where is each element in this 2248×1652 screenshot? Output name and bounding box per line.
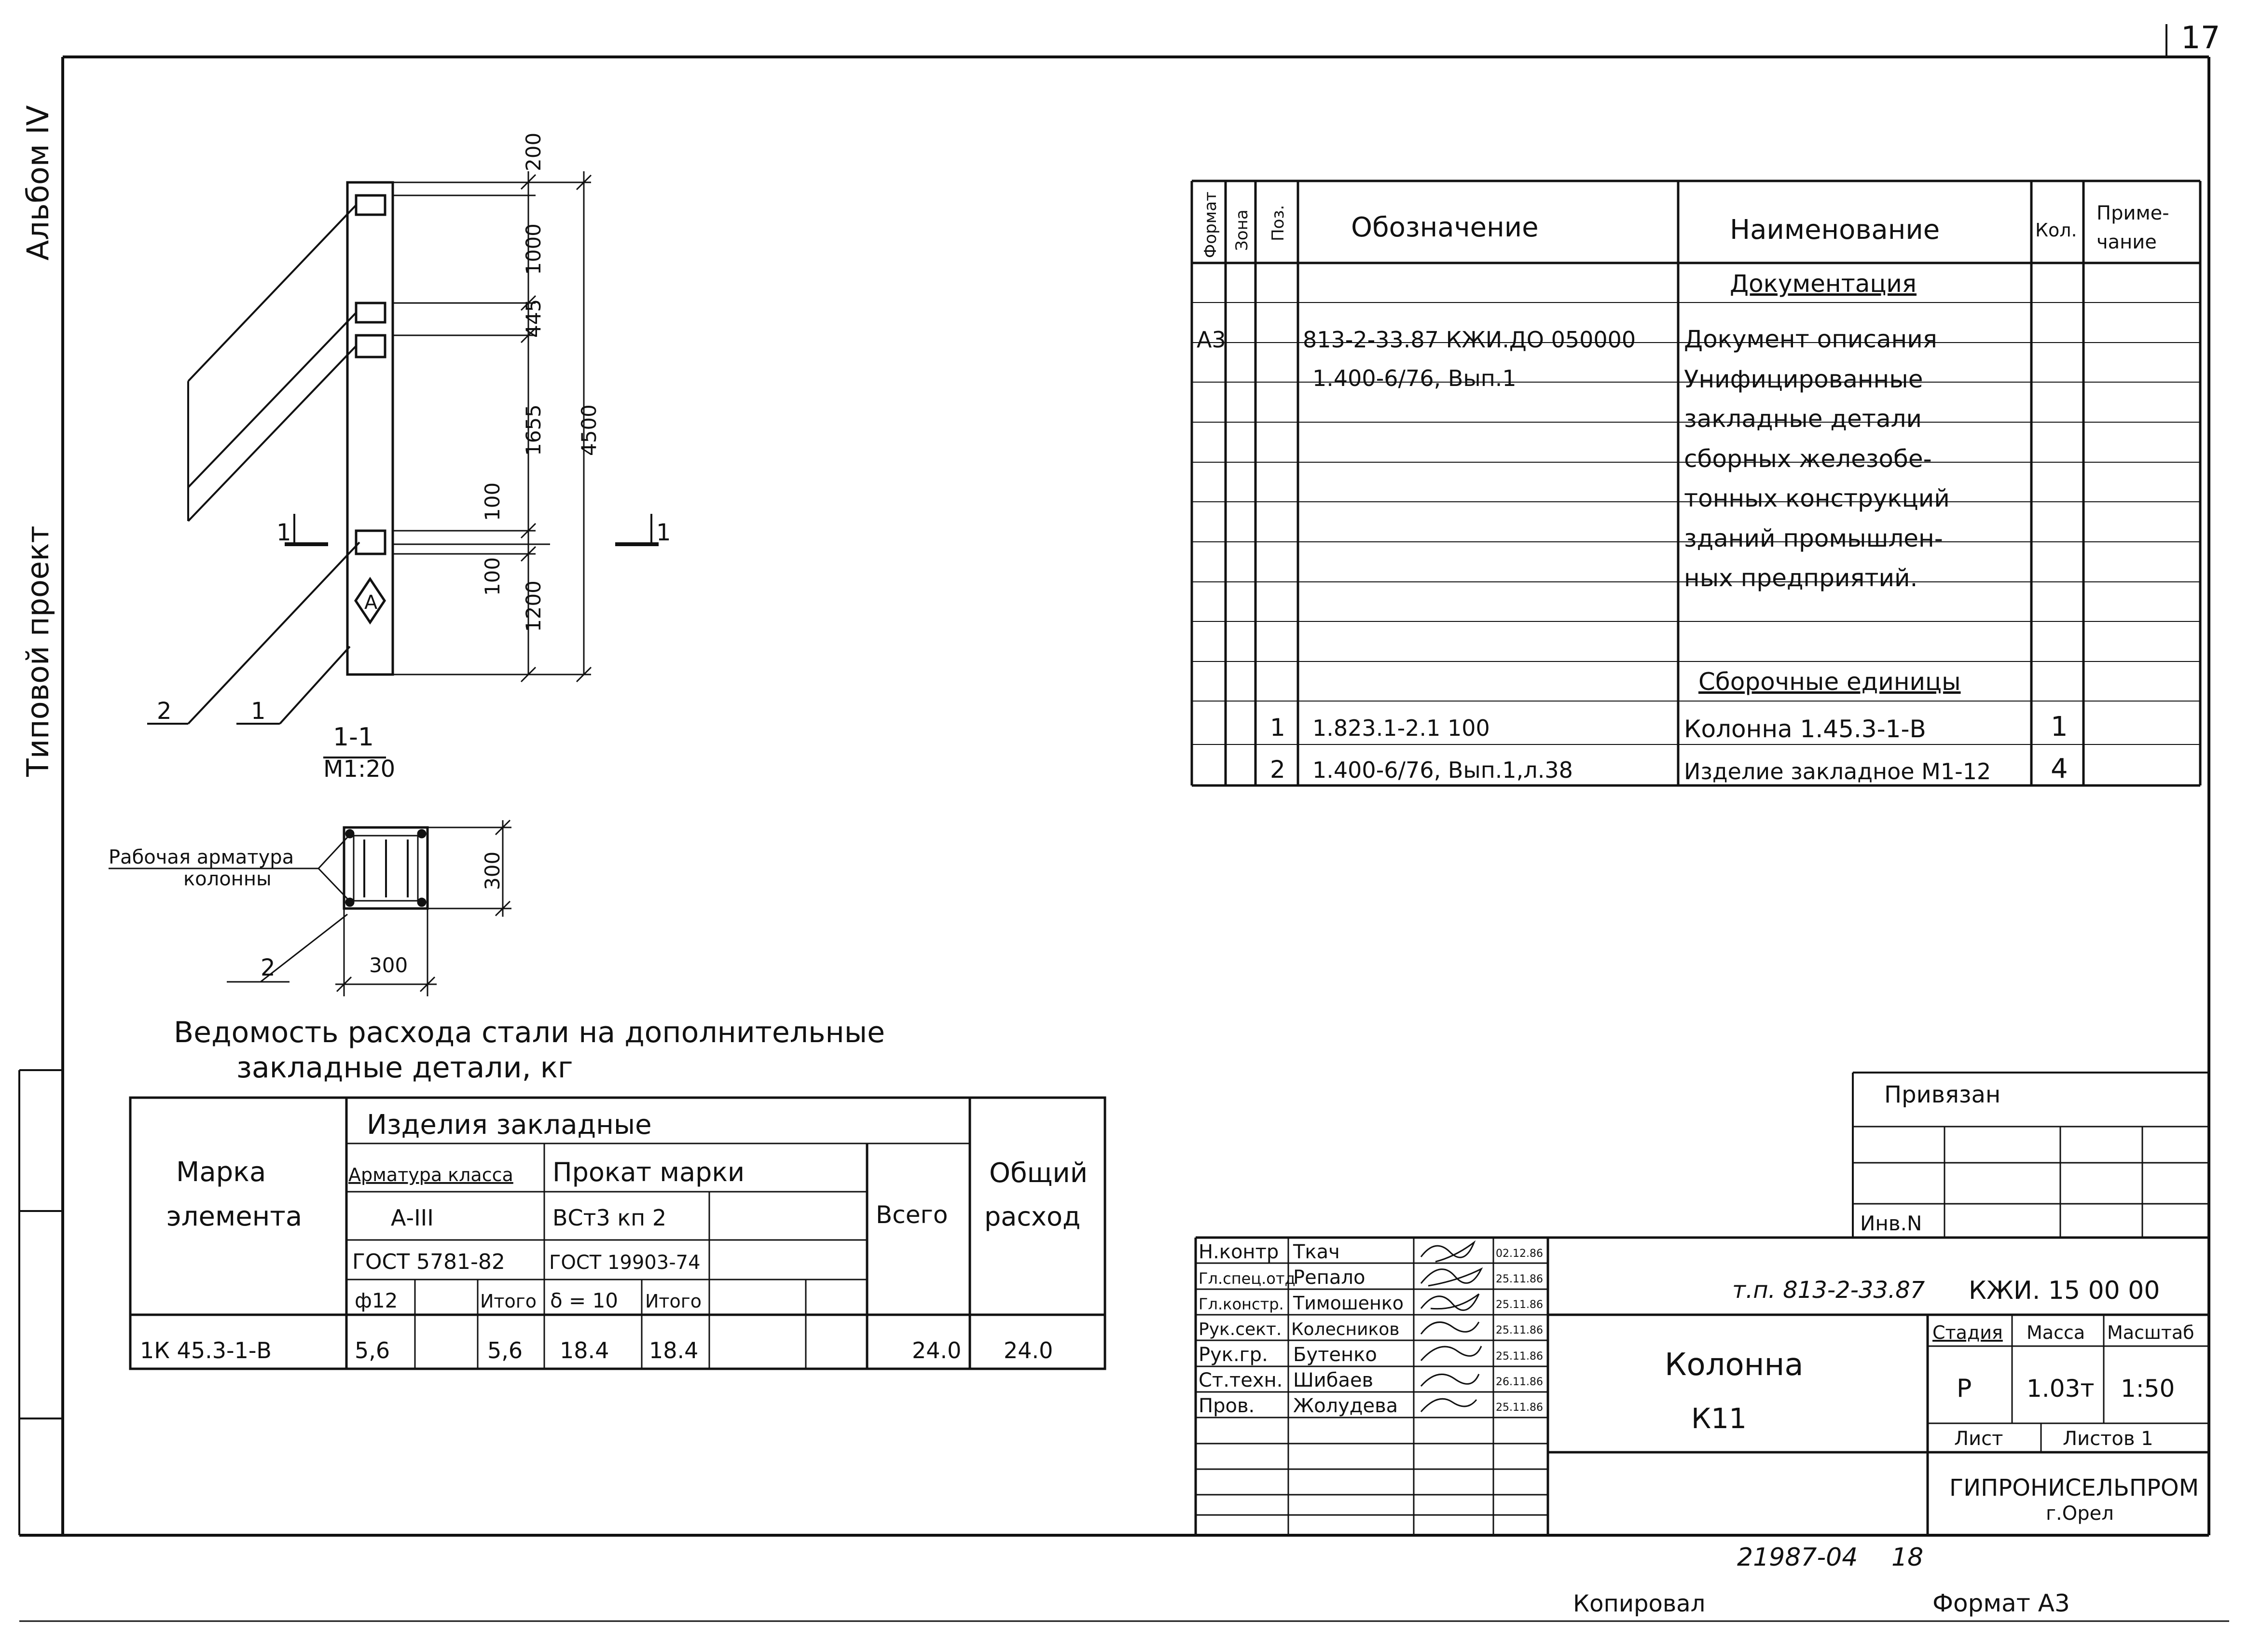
signer-role: Пров. — [1199, 1395, 1255, 1417]
mass-value: 1.03т — [2027, 1375, 2095, 1403]
signer-role: Н.контр — [1199, 1241, 1279, 1263]
signer-role: Рук.сект. — [1199, 1320, 1282, 1339]
signer-name: Жолудева — [1293, 1395, 1398, 1417]
copied-label: Копировал — [1573, 1590, 1706, 1617]
spec-row-designation: 1.823.1-2.1 100 — [1312, 715, 1490, 741]
dim-4500: 4500 — [577, 404, 601, 456]
signer-role: Ст.техн. — [1199, 1369, 1283, 1391]
steel-h-overall-1: Общий — [989, 1157, 1088, 1189]
spec-row-name: тонных конструкций — [1684, 484, 1950, 512]
signer-date: 26.11.86 — [1496, 1376, 1543, 1388]
dim-445: 445 — [522, 299, 545, 338]
steel-cell-overall: 24.0 — [1004, 1337, 1053, 1363]
inv-label: Инв.N — [1860, 1211, 1922, 1235]
dim-1000: 1000 — [522, 223, 545, 275]
spec-row-name: зданий промышлен- — [1684, 524, 1943, 552]
spec-h-note-1: Приме- — [2096, 202, 2169, 224]
dim-200: 200 — [522, 132, 545, 171]
signer-date: 25.11.86 — [1496, 1402, 1543, 1414]
spec-h-zone: Зона — [1232, 209, 1252, 251]
org-city: г.Орел — [2046, 1502, 2114, 1525]
dim-100-b: 100 — [481, 557, 504, 596]
dim-1655: 1655 — [522, 404, 545, 456]
signers — [1199, 1241, 1543, 1417]
steel-row — [140, 1337, 1053, 1363]
spec-row-designation: 813-2-33.87 КЖИ.ДО 050000 — [1303, 327, 1636, 353]
spec-row-name: ных предприятий. — [1684, 564, 1918, 592]
steel-h-rolled-gost: ГОСТ 19903-74 — [549, 1252, 701, 1274]
steel-cell-all: 24.0 — [912, 1337, 962, 1363]
cs-leader: 2 — [261, 954, 276, 981]
spec-row-name: сборных железобе- — [1684, 445, 1932, 473]
steel-h-mark-2: элемента — [166, 1201, 303, 1232]
section-scale: М1:20 — [323, 756, 396, 783]
steel-h-all: Всего — [876, 1201, 948, 1229]
project-code: т.п. 813-2-33.87 — [1732, 1277, 1925, 1304]
sheets-label: Листов 1 — [2063, 1428, 2153, 1450]
signer-date: 25.11.86 — [1496, 1350, 1543, 1363]
scale-value: 1:50 — [2121, 1375, 2175, 1403]
signer-name: Ткач — [1293, 1241, 1340, 1263]
steel-title-1: Ведомость расхода стали на дополнительные — [174, 1016, 885, 1049]
spec-row-name: Документ описания — [1684, 325, 1937, 353]
spec-row-name: Документация — [1730, 270, 1917, 298]
dim-100-a: 100 — [481, 482, 504, 521]
spec-row-format: А3 — [1197, 327, 1226, 353]
steel-h-mark-1: Марка — [176, 1156, 266, 1188]
mass-label: Масса — [2027, 1322, 2085, 1343]
spec-row-qty: 1 — [2051, 711, 2068, 743]
signer-date: 25.11.86 — [1496, 1324, 1543, 1336]
signer-date: 02.12.86 — [1496, 1248, 1543, 1260]
steel-cell-d12: 5,6 — [355, 1337, 390, 1363]
doc-code: КЖИ. 15 00 00 — [1969, 1276, 2160, 1305]
album-label: Альбом IV — [20, 105, 55, 261]
steel-cell-mark: 1К 45.3-1-В — [140, 1337, 272, 1363]
spec-row-designation: 1.400-6/76, Вып.1,л.38 — [1312, 757, 1573, 783]
plate-mark: А — [364, 592, 378, 614]
column-elevation — [147, 171, 659, 757]
steel-h-rebar: Арматура класса — [348, 1164, 513, 1185]
object-name-1: Колонна — [1665, 1347, 1804, 1383]
scale-label: Масштаб — [2107, 1322, 2194, 1343]
signer-date: 25.11.86 — [1496, 1273, 1543, 1285]
steel-h-delta: δ = 10 — [550, 1289, 619, 1312]
spec-table — [1192, 181, 2200, 785]
stage-label: Стадия — [1932, 1322, 2003, 1343]
attached-label: Привязан — [1884, 1081, 2001, 1108]
signer-role: Рук.гр. — [1199, 1344, 1268, 1366]
spec-rows — [1197, 270, 2068, 785]
leader-2: 2 — [157, 698, 172, 725]
steel-h-rebar-class: А-III — [391, 1205, 434, 1231]
spec-h-qty: Кол. — [2035, 220, 2077, 241]
cut-mark-left: 1 — [276, 519, 291, 546]
spec-row-designation: 1.400-6/76, Вып.1 — [1312, 365, 1517, 391]
signer-role: Гл.констр. — [1199, 1295, 1284, 1313]
spec-row-name: закладные детали — [1684, 405, 1922, 433]
steel-h-overall-2: расход — [984, 1201, 1081, 1232]
spec-row-name: Колонна 1.45.3-1-В — [1684, 715, 1926, 743]
steel-cell-total-2: 18.4 — [649, 1337, 699, 1363]
steel-h-total-1: Итого — [480, 1291, 537, 1312]
sheet-label: Лист — [1954, 1428, 2003, 1450]
rebar-label-1: Рабочая арматура — [109, 846, 294, 868]
archive-number: 21987-04 — [1737, 1543, 1858, 1572]
signer-name: Колесников — [1291, 1320, 1400, 1339]
steel-h-items: Изделия закладные — [367, 1109, 652, 1141]
project-type-label: Типовой проект — [20, 525, 55, 777]
page-number: 17 — [2181, 20, 2220, 56]
signer-name: Шибаев — [1293, 1369, 1374, 1391]
archive-page: 18 — [1891, 1543, 1924, 1572]
section-title: 1-1 — [333, 723, 374, 752]
rebar-label-2: колонны — [183, 868, 272, 890]
signature-scribbles — [1421, 1242, 1481, 1412]
signer-name: Бутенко — [1293, 1344, 1377, 1366]
spec-h-designation: Обозначение — [1351, 212, 1539, 243]
spec-row-name: Унифицированные — [1684, 365, 1923, 393]
signer-date: 25.11.86 — [1496, 1299, 1543, 1311]
steel-h-total-2: Итого — [645, 1291, 702, 1312]
steel-h-rolled-grade: ВСт3 кп 2 — [552, 1205, 667, 1231]
steel-h-d12: ф12 — [355, 1289, 398, 1312]
signer-role: Гл.спец.отд — [1199, 1269, 1296, 1288]
signer-name: Тимошенко — [1293, 1293, 1404, 1314]
steel-h-rolled: Прокат марки — [552, 1157, 745, 1187]
signer-name: Репало — [1293, 1267, 1365, 1289]
org-name: ГИПРОНИСЕЛЬПРОМ — [1949, 1474, 2199, 1501]
steel-title-2: закладные детали, кг — [236, 1051, 573, 1085]
cs-height: 300 — [481, 851, 504, 890]
spec-row-pos: 2 — [1270, 756, 1285, 784]
spec-row-name: Изделие закладное М1-12 — [1684, 758, 1991, 785]
steel-cell-delta: 18.4 — [560, 1337, 609, 1363]
spec-h-pos: Поз. — [1269, 205, 1288, 241]
cs-width: 300 — [369, 953, 408, 977]
object-name-2: К11 — [1691, 1402, 1747, 1435]
spec-h-format: Формат — [1201, 192, 1220, 258]
cut-mark-right: 1 — [656, 519, 671, 546]
spec-h-name: Наименование — [1730, 214, 1940, 246]
leader-1: 1 — [251, 698, 266, 725]
stage-value: Р — [1957, 1374, 1972, 1403]
dim-1200: 1200 — [522, 580, 545, 632]
steel-cell-total-1: 5,6 — [487, 1337, 523, 1363]
format-label: Формат А3 — [1932, 1589, 2070, 1617]
spec-row-pos: 1 — [1270, 714, 1285, 742]
steel-h-rebar-gost: ГОСТ 5781-82 — [352, 1250, 505, 1274]
spec-row-name: Сборочные единицы — [1698, 668, 1961, 696]
spec-h-note-2: чание — [2096, 231, 2157, 253]
spec-row-qty: 4 — [2051, 753, 2068, 785]
